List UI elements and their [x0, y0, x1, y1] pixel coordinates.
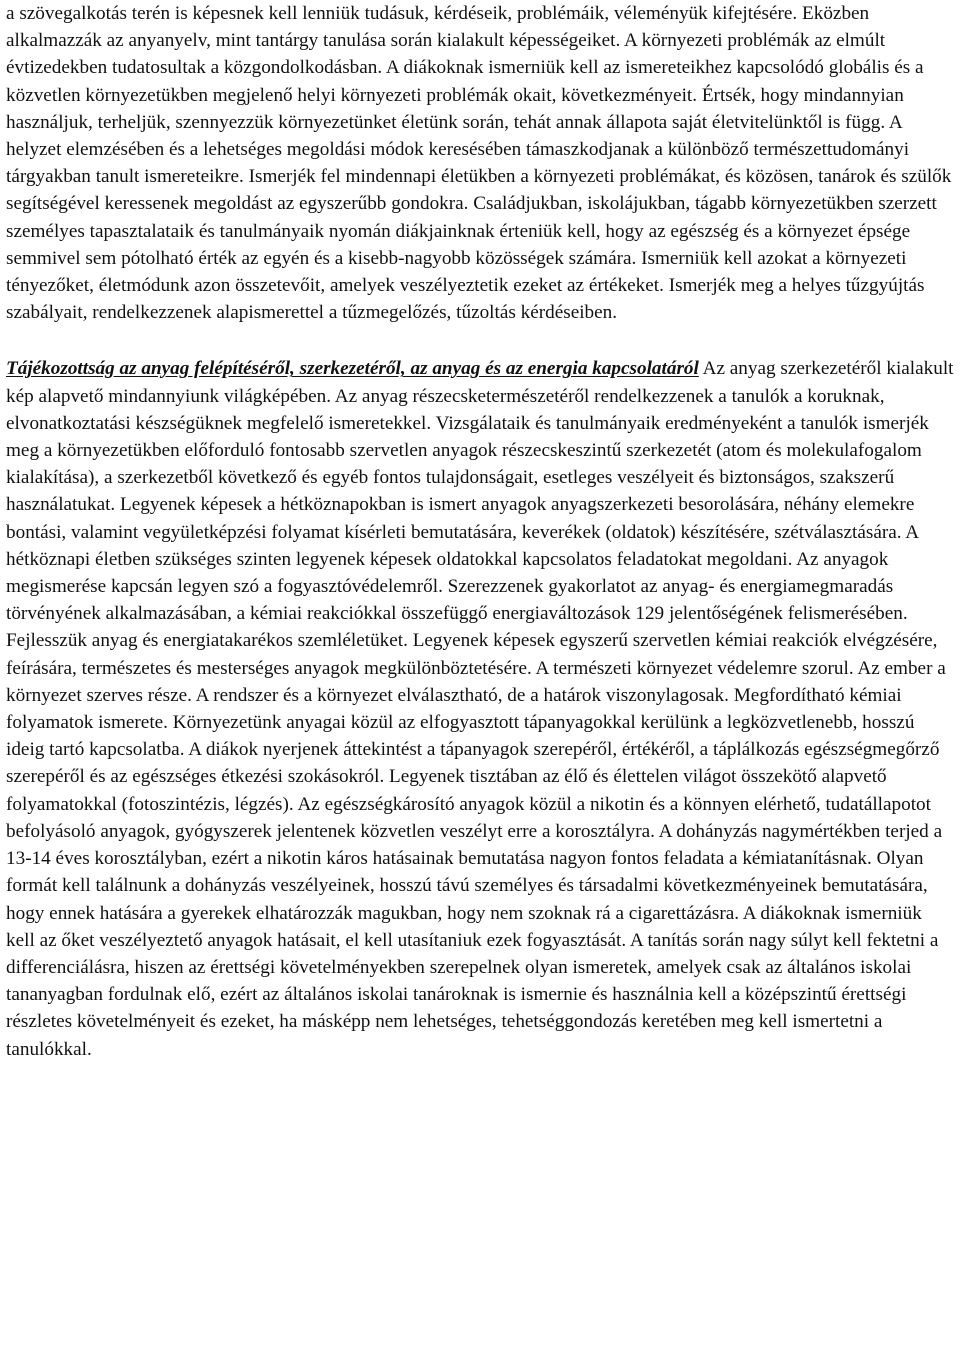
paragraph-environment [6, 0, 954, 326]
section-heading: Tájékozottság az anyag felépítéséről, szerkezetéről, az anyag és az energia kapcsolatáról [6, 358, 699, 380]
paragraph-environment-text: a szövegalkotás terén is képesnek kell lenniük tudásuk, kérdéseik, problémáik, véleményük kifejtésére. Eközben alkalmazzák az anyanyelv, mint tantárgy tanulása során kialakult képességeiket. A környezeti problémák az elmúlt évtizedekben tudatosultak a közgondolkodásban. A diákoknak ismerniük kell az ismereteikhez kapcsolódó globális és a közvetlen környezetükben megjelenő helyi környezeti problémák okait, következményeit. Értsék, hogy mindannyian használjuk, terheljük, szennyezzük környezetünket életünk során, tehát annak állapota saját életvitelünktől is függ. A helyzet elemzésében és a lehetséges megoldási módok keresésében támaszkodjanak a különböző természettudományi tárgyakban tanult ismereteikre. Ismerjék fel mindennapi életükben a környezeti problémákat, és közösen, tanárok és szülők segítségével keressenek megoldást az egyszerűbb gondokra. Családjukban, iskolájukban, tágabb környezetükben szerzett személyes tapasztalataik és tanulmányaik nyomán diákjainknak érteniük kell, hogy az egészség és a környezet épsége semmivel sem pótolható érték az egyén és a kisebb-nagyobb közösségek számára. Ismerniük kell azokat a környezeti tényezőket, életmódunk azon összetevőit, amelyek veszélyeztetik ezeket az értékeket. Ismerjék meg a helyes tűzgyújtás szabályait, rendelkezzenek alapismerettel a tűzmegelőzés, tűzoltás kérdéseiben. [6, 3, 952, 324]
paragraph-matter-structure [6, 355, 954, 1062]
paragraph-matter-structure-text: Az anyag szerkezetéről kialakult kép alapvető mindannyiunk világképében. Az anyag részecsketermészetéről rendelkezzenek a tanulók a koruknak, elvonatkoztatási készségüknek megfelelő ismeretekkel. Vizsgálataik és tanulmányaik eredményeként a tanulók ismerjék meg a környezetükben előforduló fontosabb szervetlen anyagok részecskeszintű szerkezetét (atom és molekulafogalom kialakítása), a szerkezetből következő és egyéb fontos tulajdonságait, esetleges veszélyeit és biztonságos, szakszerű használatukat. Legyenek képesek a hétköznapokban is ismert anyagok anyagszerkezeti besorolására, néhány elemekre bontási, valamint vegyületképzési folyamat kísérleti bemutatására, keverékek (oldatok) készítésére, szétválasztására. A hétköznapi életben szükséges szinten legyenek képesek oldatokkal kapcsolatos feladatokat megoldani. Az anyagok megismerése kapcsán legyen szó a fogyasztóvédelemről. Szerezzenek gyakorlatot az anyag- és energiamegmaradás törvényének alkalmazásában, a kémiai reakciókkal összefüggő energiaváltozások 129 jelentőségének felismerésében. Fejlesszük anyag és energiatakarékos szemléletüket. Legyenek képesek egyszerű szervetlen kémiai reakciók elvégzésére, feírására, természetes és mesterséges anyagok megkülönböztetésére. A természeti környezet védelemre szorul. Az ember a környezet szerves része. A rendszer és a környezet elválasztható, de a határok viszonylagosak. Megfordítható kémiai folyamatok ismerete. Környezetünk anyagai közül az elfogyasztott tápanyagokkal kerülünk a legközvetlenebb, hosszú ideig tartó kapcsolatba. A diákok nyerjenek áttekintést a tápanyagok szerepéről, értékéről, a táplálkozás egészségmegőrző szerepéről és az egészséges étkezési szokásokról. Legyenek tisztában az élő és élettelen világot összekötő alapvető folyamatokkal (fotoszintézis, légzés). Az egészségkárosító anyagok közül a nikotin és a könnyen elérhető, tudatállapotot befolyásoló anyagok, gyógyszerek jelentenek közvetlen veszélyt erre a korosztályra. A dohányzás nagymértékben terjed a 13-14 éves korosztályban, ezért a nikotin káros hatásainak bemutatása nagyon fontos feladata a kémiatanításnak. Olyan formát kell találnunk a dohányzás veszélyeinek, hosszú távú személyes és társadalmi következményeinek bemutatására, hogy ennek hatására a gyerekek elhatározzák magukban, hogy nem szoknak rá a cigarettázásra. A diákoknak ismerniük kell az őket veszélyeztető anyagok hatásait, el kell utasítaniuk ezek fogyasztását. A tanítás során nagy súlyt kell fektetni a differenciálásra, hiszen az érettségi követelményekben szerepelnek olyan ismeretek, amelyek csak az általános iskolai tananyagban fordulnak elő, ezért az általános iskolai tanároknak is ismernie és használnia kell a középszintű érettségi részletes követelményeit és ezeket, ha másképp nem lehetséges, tehetséggondozás keretében meg kell ismertetni a tanulókkal. [6, 358, 954, 1060]
document-page [6, 0, 954, 1063]
